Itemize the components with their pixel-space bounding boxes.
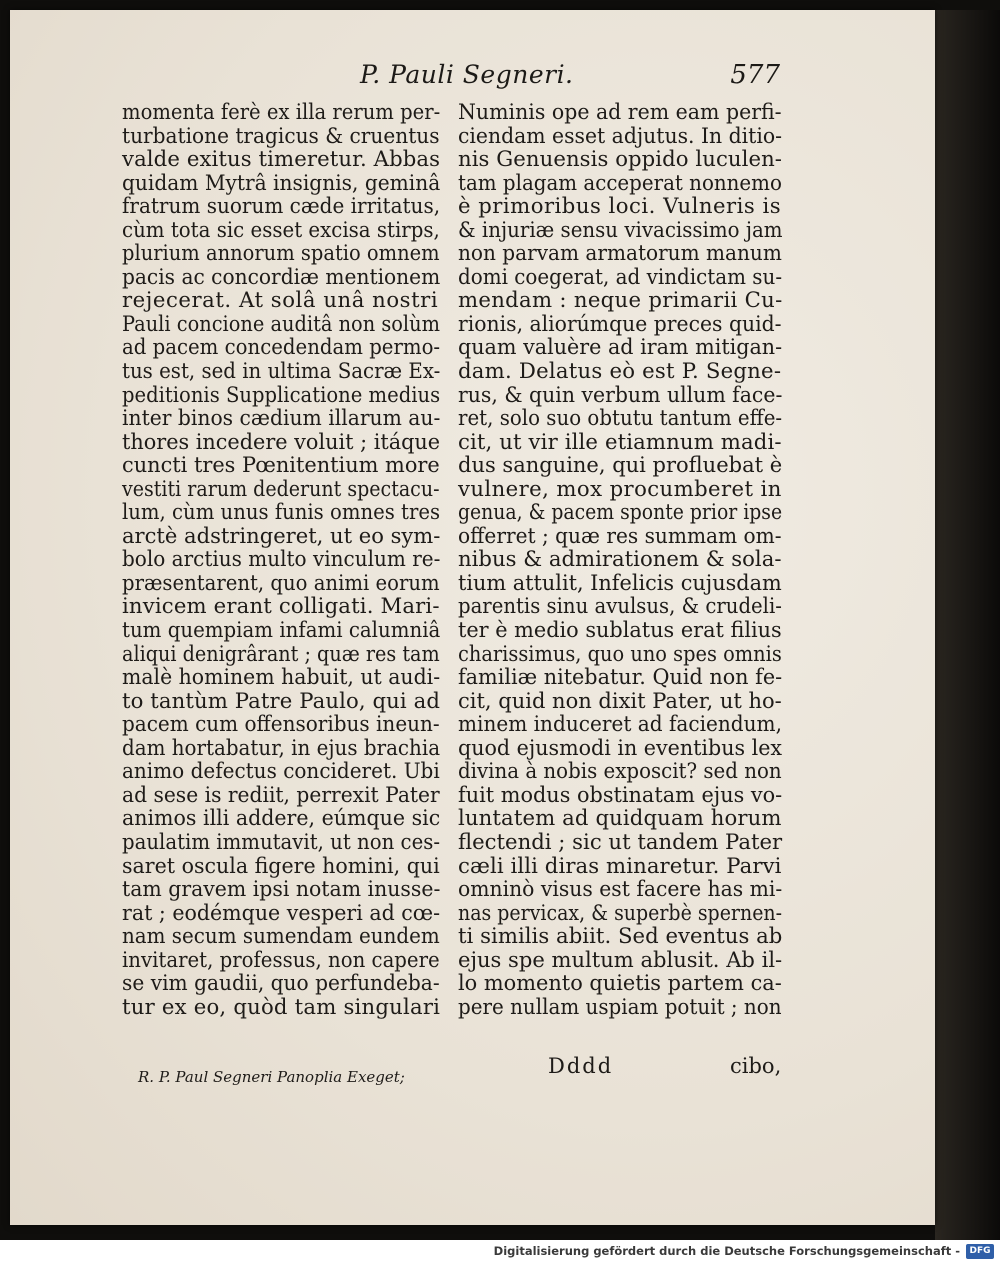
- text-line: tus est, sed in ultima Sacræ Ex-: [122, 358, 441, 384]
- text-line: malè hominem habuit, ut audi-: [122, 664, 441, 690]
- text-line: tur ex eo, quòd tam singulari: [122, 993, 441, 1019]
- text-line: rus, & quin verbum ullum face-: [458, 381, 783, 407]
- text-column-left: [122, 100, 440, 1018]
- text-line: parentis sinu avulsus, & crudeli-: [458, 593, 782, 619]
- text-line: valde exitus timeretur. Abbas: [122, 146, 441, 172]
- text-line: vulnere, mox procumberet in: [458, 475, 782, 501]
- text-line: animos illi addere, eúmque sic: [122, 805, 441, 831]
- catchword: cibo,: [730, 1054, 782, 1078]
- text-line: divina à nobis exposcit? sed non: [458, 758, 782, 784]
- text-line: tum quempiam infami calumniâ: [122, 617, 441, 643]
- text-line: plurium annorum spatio omnem: [122, 240, 440, 266]
- text-line: cit, quid non dixit Pater, ut ho-: [458, 687, 782, 713]
- text-line: cæli illi diras minaretur. Parvi: [458, 852, 782, 878]
- text-line: ciendam esset adjutus. In ditio-: [458, 122, 782, 148]
- quire-mark: Dddd: [548, 1054, 614, 1078]
- text-line: ter è medio sublatus erat filius: [458, 617, 782, 643]
- text-line: dam hortabatur, in ejus brachia: [122, 734, 441, 760]
- text-line: genua, & pacem sponte prior ipse: [458, 499, 783, 525]
- credit-text: Digitalisierung gefördert durch die Deutsche Forschungsgemeinschaft -: [493, 1244, 960, 1258]
- dfg-logo: DFG: [966, 1244, 994, 1259]
- text-line: lo momento quietis partem ca-: [458, 970, 782, 996]
- text-line: ret, solo suo obtutu tantum effe-: [458, 405, 783, 431]
- text-line: invicem erant colligati. Mari-: [122, 593, 440, 619]
- text-line: domi coegerat, ad vindictam su-: [458, 263, 783, 289]
- text-line: animo defectus concideret. Ubi: [122, 758, 440, 784]
- text-line: ti similis abiit. Sed eventus ab: [458, 923, 783, 949]
- text-line: pere nullam uspiam potuit ; non: [458, 993, 782, 1019]
- text-line: saret oscula figere homini, qui: [122, 852, 440, 878]
- text-line: quidam Mytrâ insignis, geminâ: [122, 169, 441, 195]
- text-line: tium attulit, Infelicis cujusdam: [458, 569, 782, 595]
- text-line: rejecerat. At solâ unâ nostri: [122, 287, 439, 313]
- text-line: pacem cum offensoribus ineun-: [122, 711, 440, 737]
- running-head-title: P. Pauli Segneri.: [360, 60, 574, 89]
- text-line: è primoribus loci. Vulneris is: [458, 193, 782, 219]
- text-line: cit, ut vir ille etiamnum madi-: [458, 428, 782, 454]
- text-line: offerret ; quæ res summam om-: [458, 522, 782, 548]
- text-line: inter binos cædium illarum au-: [122, 405, 441, 431]
- credit-bar: [0, 1240, 1000, 1264]
- text-line: pacis ac concordiæ mentionem: [122, 263, 441, 289]
- text-line: Numinis ope ad rem eam perfi-: [458, 99, 782, 124]
- running-head: [360, 60, 780, 100]
- text-line: fratrum suorum cæde irritatus,: [122, 193, 441, 219]
- text-line: vestiti rarum dederunt spectacu-: [122, 475, 440, 501]
- text-line: rat ; eodémque vesperi ad cœ-: [122, 899, 441, 925]
- text-line: omninò visus est facere has mi-: [458, 876, 783, 902]
- text-line: nis Genuensis oppido luculen-: [458, 146, 783, 172]
- text-line: ejus spe multum ablusit. Ab il-: [458, 946, 783, 972]
- text-line: præsentarent, quo animi eorum: [122, 569, 440, 595]
- text-line: dam. Delatus eò est P. Segne-: [458, 358, 782, 384]
- text-line: minem induceret ad faciendum,: [458, 711, 782, 737]
- signature-line: R. P. Paul Segneri Panoplia Exeget;: [138, 1068, 405, 1086]
- text-line: turbatione tragicus & cruentus: [122, 122, 440, 148]
- text-line: tam plagam acceperat nonnemo: [458, 169, 782, 195]
- text-line: flectendi ; sic ut tandem Pater: [458, 828, 783, 854]
- text-line: quod ejusmodi in eventibus lex: [458, 734, 783, 760]
- text-line: nibus & admirationem & sola-: [458, 546, 782, 572]
- text-line: non parvam armatorum manum: [458, 240, 782, 266]
- text-line: aliqui denigrârant ; quæ res tam: [122, 640, 440, 666]
- text-line: fuit modus obstinatam ejus vo-: [458, 781, 783, 807]
- text-line: mendam : neque primarii Cu-: [458, 287, 783, 313]
- text-line: thores incedere voluit ; itáque: [122, 428, 441, 454]
- text-line: ad pacem concedendam permo-: [122, 334, 441, 360]
- text-line: to tantùm Patre Paulo, qui ad: [122, 687, 441, 713]
- text-line: nas pervicax, & superbè spernen-: [458, 899, 783, 925]
- text-line: nam secum sumendam eundem: [122, 923, 440, 949]
- text-line: tam gravem ipsi notam inusse-: [122, 876, 441, 902]
- text-line: cuncti tres Pœnitentium more: [122, 452, 440, 478]
- text-line: quam valuère ad iram mitigan-: [458, 334, 783, 360]
- text-line: & injuriæ sensu vivacissimo jam: [458, 216, 783, 242]
- text-line: bolo arctius multo vinculum re-: [122, 546, 441, 572]
- text-line: peditionis Supplicatione medius: [122, 381, 441, 407]
- text-column-right: [458, 100, 782, 1018]
- text-line: charissimus, quo uno spes omnis: [458, 640, 782, 666]
- text-line: ad sese is rediit, perrexit Pater: [122, 781, 440, 807]
- text-line: dus sanguine, qui profluebat è: [458, 452, 783, 478]
- text-line: familiæ nitebatur. Quid non fe-: [458, 664, 783, 690]
- text-line: se vim gaudii, quo perfundeba-: [122, 970, 440, 996]
- book-edge: [935, 10, 1000, 1240]
- text-line: paulatim immutavit, ut non ces-: [122, 828, 441, 854]
- page-number: 577: [730, 60, 780, 90]
- text-line: lum, cùm unus funis omnes tres: [122, 499, 441, 525]
- text-line: invitaret, professus, non capere: [122, 946, 440, 972]
- text-line: Pauli concione auditâ non solùm: [122, 310, 440, 336]
- text-line: momenta ferè ex illa rerum per-: [122, 99, 441, 124]
- text-line: luntatem ad quidquam horum: [458, 805, 782, 831]
- text-line: rionis, aliorúmque preces quid-: [458, 310, 782, 336]
- text-line: cùm tota sic esset excisa stirps,: [122, 216, 440, 242]
- text-line: arctè adstringeret, ut eo sym-: [122, 522, 441, 548]
